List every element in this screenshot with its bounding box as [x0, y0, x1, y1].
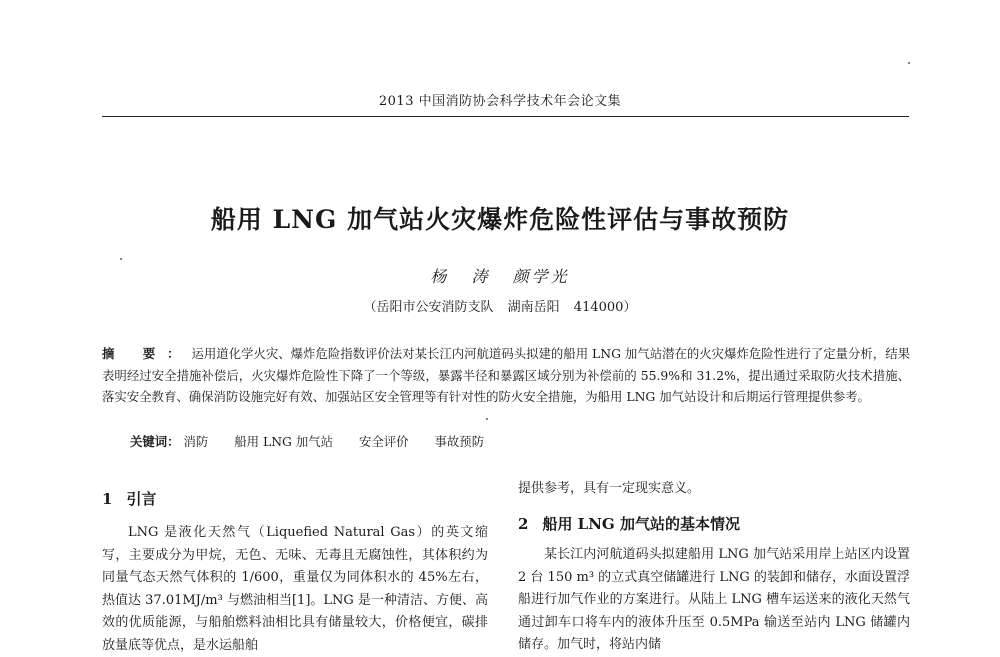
- affiliation: （岳阳市公安消防支队 湖南岳阳 414000）: [363, 300, 637, 315]
- keywords: [130, 432, 910, 450]
- section-1-heading: [102, 488, 156, 509]
- keyword: 消防: [183, 434, 209, 449]
- keyword: 船用 LNG 加气站: [234, 434, 334, 449]
- keywords-label: 关键词：: [130, 434, 180, 449]
- section-title: 引言: [126, 490, 157, 508]
- abstract-text: 运用道化学火灾、爆炸危险指数评价法对某长江内河航道码头拟建的船用 LNG 加气站潜在的火灾爆炸危险性进行了定量分析，结果表明经过安全措施补偿后，火灾爆炸危险性下降了一个等级，暴露半径和暴露区域分别为补偿前的 55.9%和 31.2%，提出通过采取防火技术措施、落实安全教育、确保消防设施完好有效、加强站区安全管理等有针对性的防火安全措施，为船用 LNG 加气站设计和后期运行管理提供参考。: [102, 346, 910, 404]
- paper-title: 船用 LNG 加气站火灾爆炸危险性评估与事故预防: [210, 205, 790, 234]
- running-header: 2013 中国消防协会科学技术年会论文集: [378, 94, 622, 109]
- section-1-body: LNG 是液化天然气（Liquefied Natural Gas）的英文缩写，主要成分为甲烷，无色、无味、无毒且无腐蚀性，其体积约为同量气态天然气体积的 1/600，重量仅为同体积水的 45%左右，热值达 37.01MJ/m³ 与燃油相当[1]。LNG 是一种清洁、方便、高效的优质能源，与船舶燃料油相比具有储量较大，价格便宜，碳排放量底等优点，是水运船舶: [102, 525, 488, 653]
- section-number: 1: [102, 490, 113, 508]
- section-number: 2: [518, 515, 529, 533]
- header-rule: [102, 116, 909, 117]
- section-2-body: 某长江内河航道码头拟建船用 LNG 加气站采用岸上站区内设置 2 台 150 m³ 的立式真空储罐进行 LNG 的装卸和储存，水面设置浮船进行加气作业的方案进行。从陆上 LNG 槽车运送来的液化天然气通过卸车口将车内的液体升压至 0.5MPa 输送至站内 LNG 储罐内储存。加气时，将站内储: [518, 547, 910, 652]
- scan-speck: [120, 258, 122, 260]
- abstract: [102, 343, 910, 408]
- section-title: 船用 LNG 加气站的基本情况: [542, 515, 740, 533]
- authors: [0, 264, 1000, 287]
- author-1: 杨 涛: [430, 267, 491, 286]
- scan-speck: [908, 62, 910, 64]
- keyword: 安全评价: [359, 434, 409, 449]
- author-2: 颜学光: [512, 267, 570, 286]
- section-2-heading: [518, 513, 740, 534]
- keyword: 事故预防: [434, 434, 485, 449]
- right-column-continuation: 提供参考，具有一定现实意义。: [518, 481, 701, 496]
- scan-speck: [486, 418, 488, 420]
- abstract-label: 摘 要：: [102, 346, 192, 361]
